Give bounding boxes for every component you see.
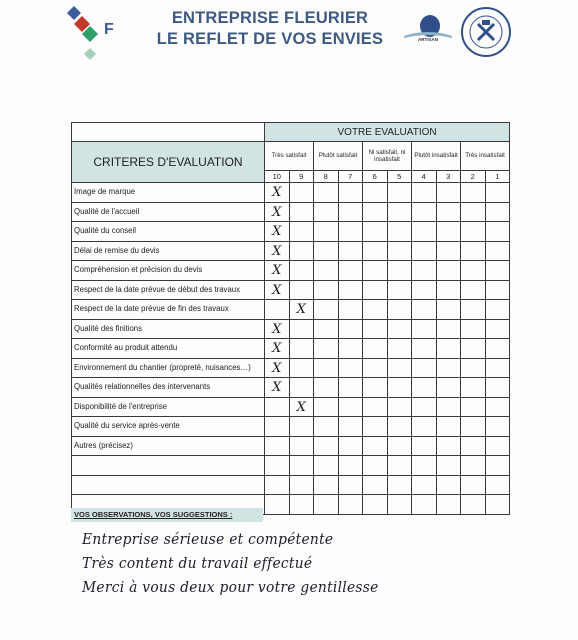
score-cell[interactable] [363, 456, 388, 476]
score-header: 7 [338, 171, 363, 183]
score-cell[interactable] [289, 222, 314, 242]
check-mark: X [272, 224, 282, 240]
criteria-label: Disponibilité de l'entreprise [72, 397, 265, 417]
score-cell[interactable] [485, 397, 510, 417]
score-cell[interactable] [412, 339, 437, 359]
score-cell[interactable] [265, 417, 290, 437]
score-cell[interactable] [412, 397, 437, 417]
score-cell[interactable] [289, 358, 314, 378]
criteria-row [72, 436, 510, 456]
score-header: 10 [265, 171, 290, 183]
observations-label: VOS OBSERVATIONS, VOS SUGGESTIONS : [71, 508, 263, 522]
evaluation-table [71, 122, 510, 515]
score-cell[interactable] [387, 378, 412, 398]
score-cell[interactable] [289, 417, 314, 437]
check-mark: X [272, 380, 282, 396]
score-header: 6 [363, 171, 388, 183]
score-cell[interactable] [314, 280, 339, 300]
score-cell[interactable] [436, 475, 461, 495]
criteria-label: Délai de remise du devis [72, 241, 265, 261]
artisan-logo [400, 12, 456, 46]
score-cell[interactable] [412, 300, 437, 320]
score-cell[interactable] [387, 261, 412, 281]
corner-cell [72, 123, 265, 142]
score-cell[interactable] [289, 300, 314, 320]
score-cell[interactable] [461, 339, 486, 359]
score-cell[interactable] [461, 319, 486, 339]
score-cell[interactable] [412, 475, 437, 495]
score-cell[interactable] [485, 202, 510, 222]
score-cell[interactable] [412, 495, 437, 515]
score-cell[interactable] [461, 358, 486, 378]
criteria-label: Qualité des finitions [72, 319, 265, 339]
score-cell[interactable] [289, 280, 314, 300]
score-cell[interactable] [314, 417, 339, 437]
score-header: 9 [289, 171, 314, 183]
score-cell[interactable] [387, 183, 412, 203]
score-cell[interactable] [363, 183, 388, 203]
score-cell[interactable] [485, 300, 510, 320]
score-cell[interactable] [265, 280, 290, 300]
score-cell[interactable] [461, 222, 486, 242]
criteria-row [72, 241, 510, 261]
criteria-label: Compréhension et précision du devis [72, 261, 265, 281]
score-cell[interactable] [363, 222, 388, 242]
level-very-satisfied: Très satisfait [265, 142, 314, 171]
criteria-row [72, 397, 510, 417]
observation-line: Entreprise sérieuse et compétente [82, 530, 334, 548]
score-cell[interactable] [265, 202, 290, 222]
score-cell[interactable] [363, 261, 388, 281]
score-cell[interactable] [387, 319, 412, 339]
title-line-2: LE REFLET DE VOS ENVIES [156, 30, 384, 48]
score-header: 8 [314, 171, 339, 183]
score-cell[interactable] [436, 495, 461, 515]
score-cell[interactable] [265, 222, 290, 242]
score-cell[interactable] [387, 417, 412, 437]
score-cell[interactable] [265, 261, 290, 281]
score-cell[interactable] [265, 300, 290, 320]
criteria-row [72, 183, 510, 203]
company-title [120, 8, 420, 50]
artisan-label: ARTISAN [418, 37, 438, 42]
criteria-row [72, 475, 510, 495]
score-cell[interactable] [265, 397, 290, 417]
score-cell[interactable] [461, 241, 486, 261]
score-cell[interactable] [461, 202, 486, 222]
score-cell[interactable] [436, 300, 461, 320]
score-cell[interactable] [289, 241, 314, 261]
score-cell[interactable] [363, 358, 388, 378]
score-cell[interactable] [461, 475, 486, 495]
score-cell[interactable] [265, 358, 290, 378]
title-line-1: ENTREPRISE FLEURIER [171, 9, 369, 27]
score-cell[interactable] [314, 339, 339, 359]
score-cell[interactable] [363, 319, 388, 339]
score-cell[interactable] [436, 241, 461, 261]
score-cell[interactable] [338, 378, 363, 398]
score-cell[interactable] [436, 222, 461, 242]
score-cell[interactable] [485, 456, 510, 476]
score-cell[interactable] [485, 280, 510, 300]
score-cell[interactable] [338, 319, 363, 339]
score-cell[interactable] [485, 495, 510, 515]
score-cell[interactable] [387, 456, 412, 476]
score-cell[interactable] [289, 456, 314, 476]
criteria-row [72, 222, 510, 242]
score-cell[interactable] [485, 475, 510, 495]
score-cell[interactable] [387, 202, 412, 222]
score-cell[interactable] [436, 319, 461, 339]
score-cell[interactable] [289, 339, 314, 359]
check-mark: X [272, 321, 282, 337]
score-cell[interactable] [412, 261, 437, 281]
score-header: 4 [412, 171, 437, 183]
score-header: 1 [485, 171, 510, 183]
evaluation-header: VOTRE EVALUATION [265, 123, 510, 142]
score-cell[interactable] [265, 495, 290, 515]
check-mark: X [272, 185, 282, 201]
score-cell[interactable] [289, 319, 314, 339]
check-mark: X [272, 282, 282, 298]
score-cell[interactable] [338, 397, 363, 417]
score-cell[interactable] [363, 417, 388, 437]
score-cell[interactable] [265, 241, 290, 261]
score-cell[interactable] [265, 456, 290, 476]
level-neutral: Ni satisfait, ni insatisfait [363, 142, 412, 171]
score-cell[interactable] [436, 397, 461, 417]
score-cell[interactable] [363, 202, 388, 222]
score-cell[interactable] [338, 183, 363, 203]
score-cell[interactable] [436, 183, 461, 203]
criteria-label: Qualités relationnelles des intervenants [72, 378, 265, 398]
score-cell[interactable] [436, 358, 461, 378]
score-cell[interactable] [314, 261, 339, 281]
maitre-seal [460, 6, 512, 58]
score-cell[interactable] [461, 397, 486, 417]
score-cell[interactable] [412, 222, 437, 242]
score-cell[interactable] [412, 241, 437, 261]
score-cell[interactable] [314, 456, 339, 476]
check-mark: X [272, 243, 282, 259]
score-cell[interactable] [436, 417, 461, 437]
score-cell[interactable] [289, 378, 314, 398]
criteria-row [72, 202, 510, 222]
score-cell[interactable] [461, 417, 486, 437]
score-cell[interactable] [265, 183, 290, 203]
score-cell[interactable] [338, 495, 363, 515]
criteria-row [72, 280, 510, 300]
criteria-row [72, 456, 510, 476]
score-cell[interactable] [314, 202, 339, 222]
score-cell[interactable] [363, 339, 388, 359]
score-cell[interactable] [338, 202, 363, 222]
score-cell[interactable] [485, 417, 510, 437]
criteria-label: Qualité du service après-vente [72, 417, 265, 437]
criteria-label [72, 475, 265, 495]
score-cell[interactable] [363, 495, 388, 515]
score-cell[interactable] [412, 378, 437, 398]
logo-letter: F [104, 21, 114, 38]
score-cell[interactable] [485, 241, 510, 261]
criteria-header: CRITERES D'EVALUATION [72, 142, 265, 183]
score-cell[interactable] [387, 495, 412, 515]
check-mark: X [272, 341, 282, 357]
score-cell[interactable] [436, 378, 461, 398]
check-mark: X [272, 263, 282, 279]
score-cell[interactable] [363, 378, 388, 398]
score-cell[interactable] [314, 378, 339, 398]
score-cell[interactable] [314, 358, 339, 378]
score-cell[interactable] [461, 436, 486, 456]
score-cell[interactable] [314, 436, 339, 456]
score-cell[interactable] [412, 417, 437, 437]
score-cell[interactable] [387, 339, 412, 359]
score-cell[interactable] [461, 300, 486, 320]
score-cell[interactable] [485, 378, 510, 398]
score-cell[interactable] [485, 339, 510, 359]
criteria-label: Respect de la date prévue de fin des travaux [72, 300, 265, 320]
score-header: 5 [387, 171, 412, 183]
score-cell[interactable] [387, 397, 412, 417]
score-cell[interactable] [265, 475, 290, 495]
score-cell[interactable] [338, 261, 363, 281]
score-cell[interactable] [461, 495, 486, 515]
criteria-label: Image de marque [72, 183, 265, 203]
company-logo [60, 4, 122, 66]
criteria-label: Conformité au produit attendu [72, 339, 265, 359]
score-cell[interactable] [436, 280, 461, 300]
score-cell[interactable] [461, 183, 486, 203]
criteria-row [72, 417, 510, 437]
criteria-row [72, 378, 510, 398]
score-cell[interactable] [436, 339, 461, 359]
score-cell[interactable] [338, 417, 363, 437]
score-cell[interactable] [485, 436, 510, 456]
score-cell[interactable] [363, 241, 388, 261]
score-cell[interactable] [289, 202, 314, 222]
score-cell[interactable] [387, 241, 412, 261]
score-cell[interactable] [338, 456, 363, 476]
score-cell[interactable] [387, 300, 412, 320]
score-cell[interactable] [387, 475, 412, 495]
score-cell[interactable] [338, 358, 363, 378]
score-cell[interactable] [412, 319, 437, 339]
criteria-row [72, 300, 510, 320]
score-cell[interactable] [289, 436, 314, 456]
score-cell[interactable] [338, 436, 363, 456]
score-cell[interactable] [461, 456, 486, 476]
check-mark: X [296, 302, 306, 318]
score-cell[interactable] [363, 280, 388, 300]
level-rather-satisfied: Plutôt satisfait [314, 142, 363, 171]
score-cell[interactable] [436, 261, 461, 281]
score-cell[interactable] [338, 241, 363, 261]
score-cell[interactable] [412, 183, 437, 203]
score-cell[interactable] [387, 222, 412, 242]
criteria-label: Qualité de l'accueil [72, 202, 265, 222]
score-cell[interactable] [485, 319, 510, 339]
score-cell[interactable] [338, 280, 363, 300]
score-cell[interactable] [387, 280, 412, 300]
score-cell[interactable] [314, 495, 339, 515]
score-cell[interactable] [265, 339, 290, 359]
score-cell[interactable] [314, 319, 339, 339]
score-cell[interactable] [461, 261, 486, 281]
observations-text [82, 528, 404, 600]
criteria-label: Autres (précisez) [72, 436, 265, 456]
score-header: 3 [436, 171, 461, 183]
observation-line: Très content du travail effectué [82, 554, 313, 572]
check-mark: X [272, 360, 282, 376]
score-cell[interactable] [461, 378, 486, 398]
score-cell[interactable] [387, 436, 412, 456]
score-cell[interactable] [436, 202, 461, 222]
score-cell[interactable] [265, 436, 290, 456]
score-cell[interactable] [314, 300, 339, 320]
check-mark: X [296, 399, 306, 415]
criteria-row [72, 319, 510, 339]
score-cell[interactable] [314, 241, 339, 261]
score-cell[interactable] [289, 475, 314, 495]
observation-line: Merci à vous deux pour votre gentillesse [82, 578, 379, 596]
score-cell[interactable] [314, 397, 339, 417]
score-cell[interactable] [485, 358, 510, 378]
criteria-row [72, 339, 510, 359]
score-cell[interactable] [338, 222, 363, 242]
level-very-dissatisfied: Très insatisfait [461, 142, 510, 171]
score-cell[interactable] [338, 300, 363, 320]
criteria-label: Environnement du chantier (propreté, nuisances…) [72, 358, 265, 378]
score-cell[interactable] [314, 183, 339, 203]
score-cell[interactable] [461, 280, 486, 300]
score-cell[interactable] [265, 378, 290, 398]
score-cell[interactable] [485, 261, 510, 281]
score-cell[interactable] [412, 280, 437, 300]
score-cell[interactable] [412, 456, 437, 476]
score-cell[interactable] [485, 183, 510, 203]
score-cell[interactable] [436, 436, 461, 456]
score-cell[interactable] [265, 319, 290, 339]
score-cell[interactable] [485, 222, 510, 242]
score-cell[interactable] [363, 475, 388, 495]
score-cell[interactable] [314, 475, 339, 495]
score-cell[interactable] [314, 222, 339, 242]
score-cell[interactable] [289, 495, 314, 515]
criteria-row [72, 358, 510, 378]
score-cell[interactable] [412, 202, 437, 222]
score-cell[interactable] [387, 358, 412, 378]
score-cell[interactable] [412, 358, 437, 378]
criteria-label: Respect de la date prévue de début des travaux [72, 280, 265, 300]
score-cell[interactable] [412, 436, 437, 456]
score-cell[interactable] [338, 475, 363, 495]
score-cell[interactable] [338, 339, 363, 359]
score-header: 2 [461, 171, 486, 183]
level-rather-dissatisfied: Plutôt insatisfait [412, 142, 461, 171]
criteria-row [72, 261, 510, 281]
score-cell[interactable] [363, 436, 388, 456]
score-cell[interactable] [363, 300, 388, 320]
score-cell[interactable] [436, 456, 461, 476]
criteria-label [72, 456, 265, 476]
score-cell[interactable] [289, 397, 314, 417]
criteria-label: Qualité du conseil [72, 222, 265, 242]
check-mark: X [272, 204, 282, 220]
score-cell[interactable] [363, 397, 388, 417]
score-cell[interactable] [289, 183, 314, 203]
score-cell[interactable] [289, 261, 314, 281]
